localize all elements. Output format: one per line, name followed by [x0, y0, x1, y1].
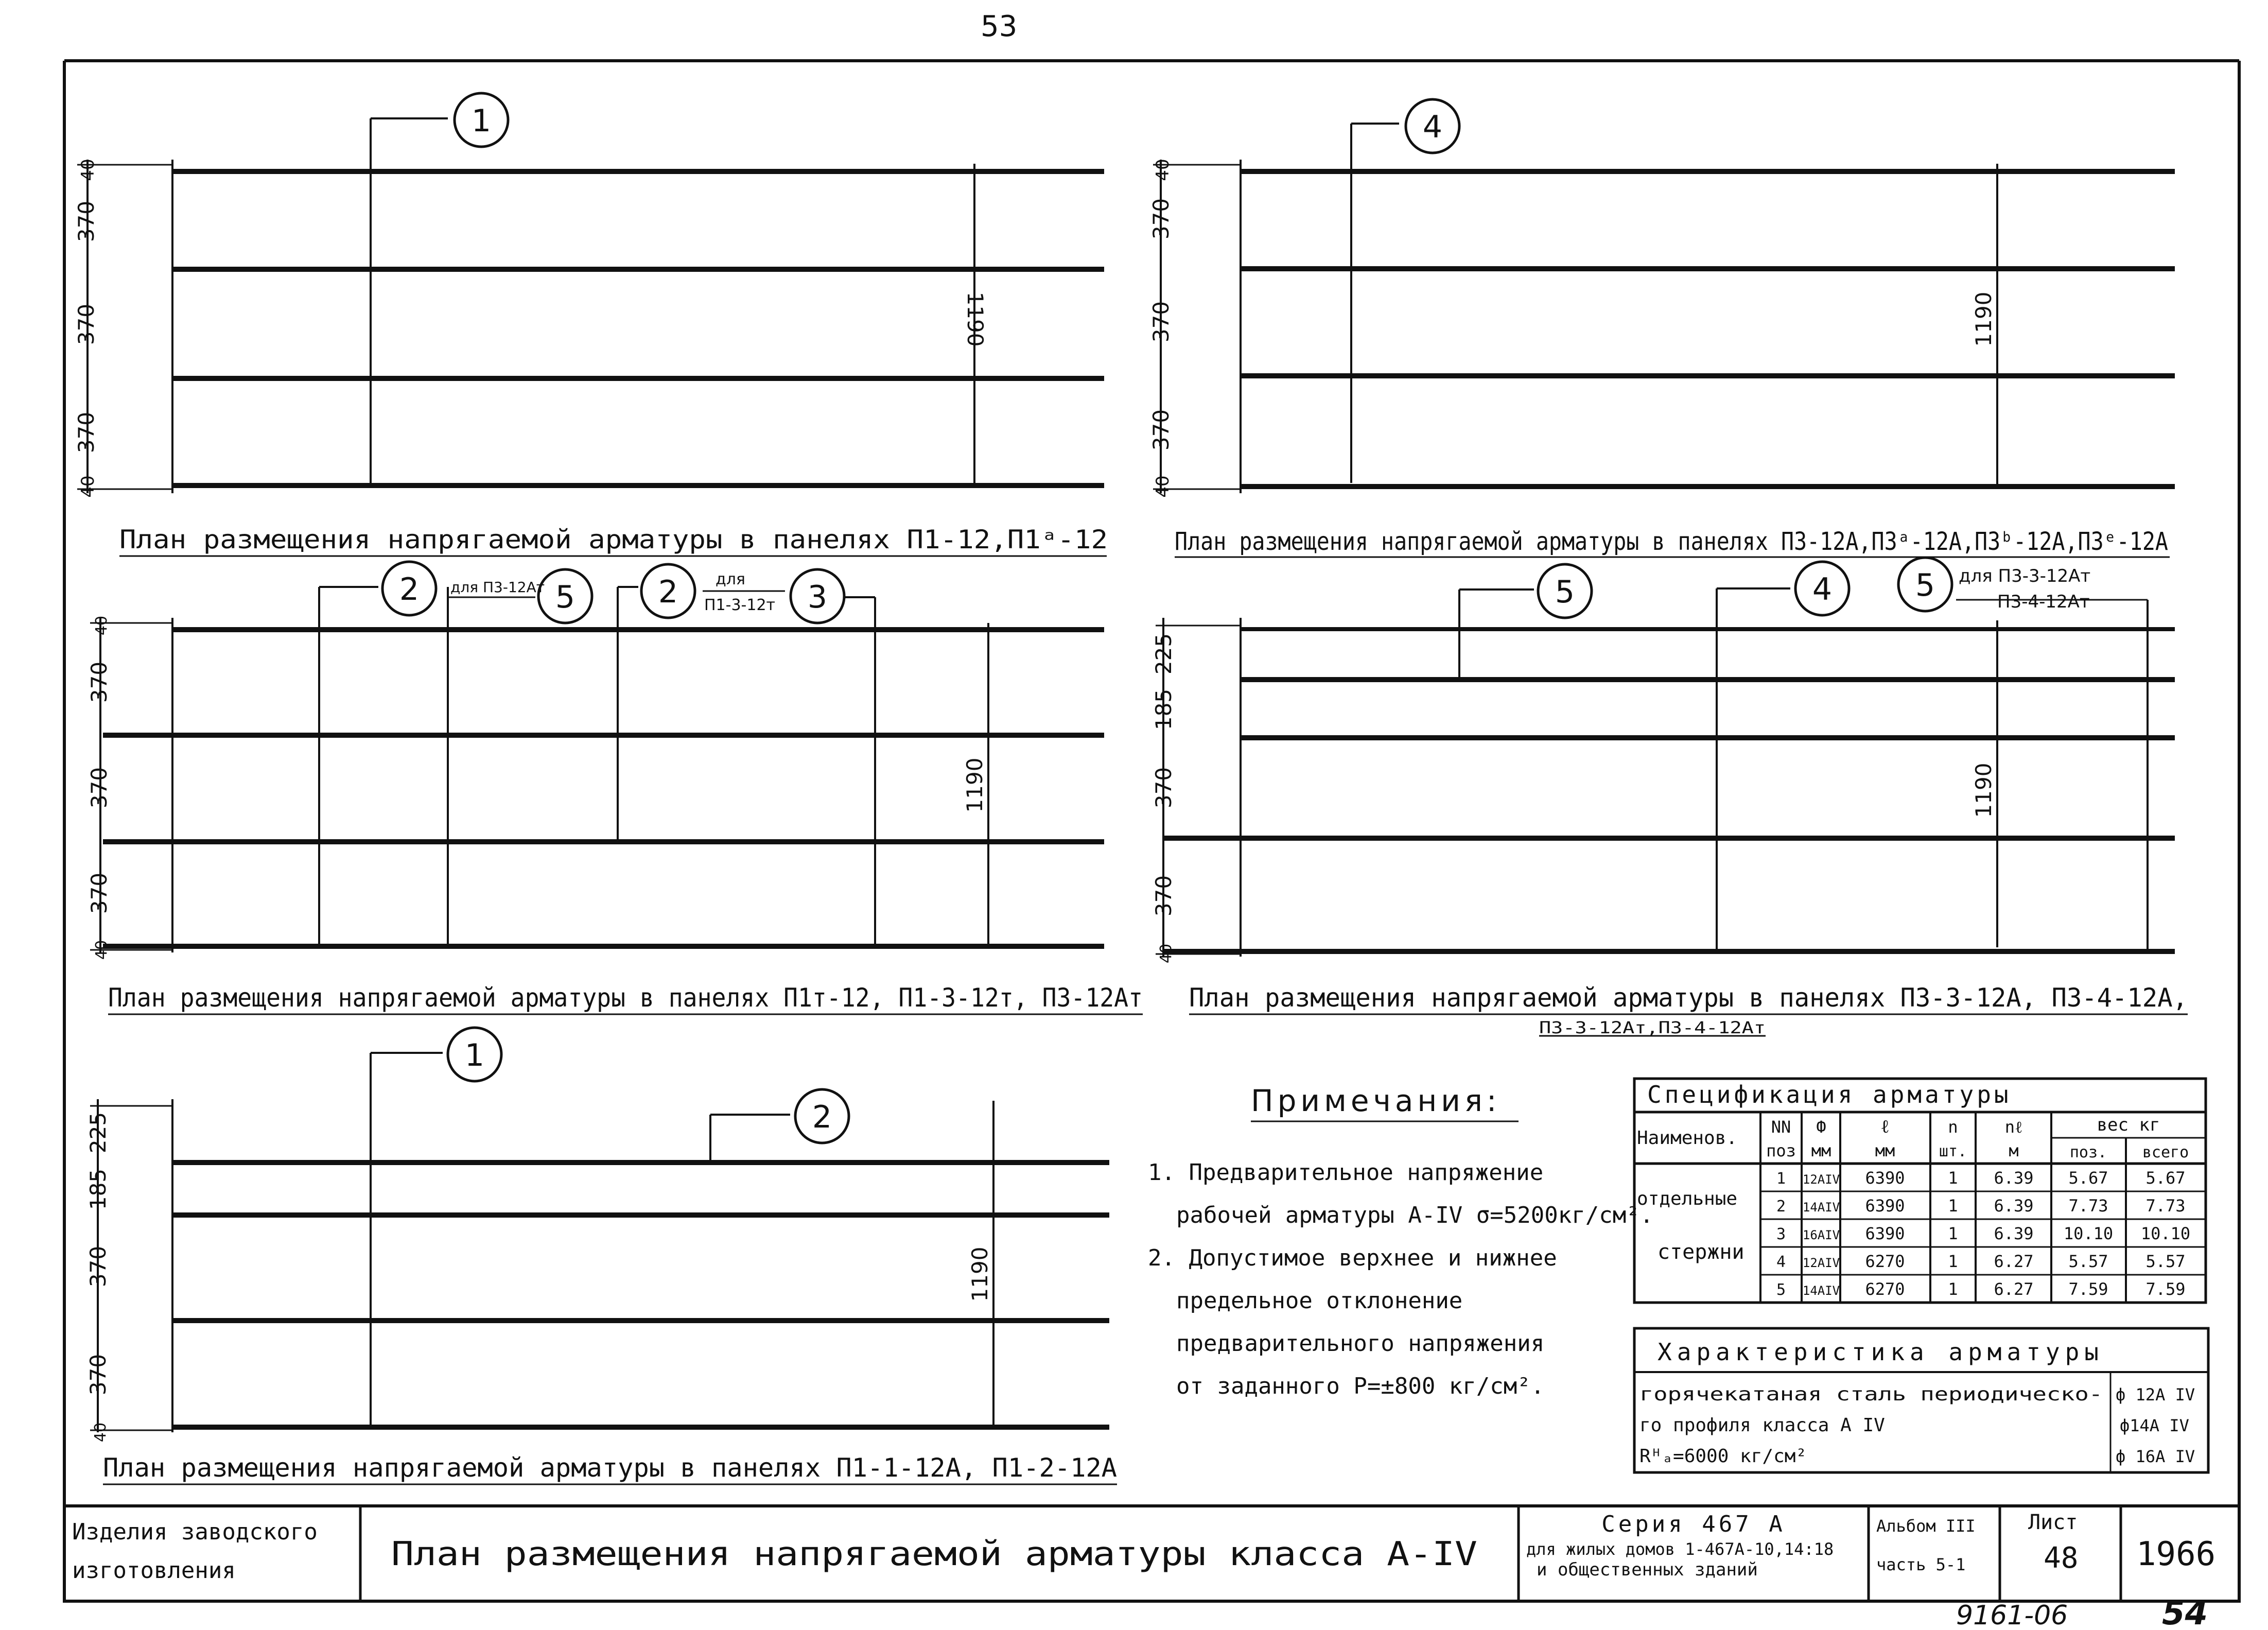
total-dimension-label: 1190	[1971, 762, 1996, 818]
dimension-label: 370	[74, 411, 99, 454]
spec-header-count-unit: шт.	[1939, 1142, 1967, 1160]
dimension-label: 370	[1148, 198, 1174, 240]
position-marker-number: 5	[1915, 567, 1935, 603]
series-line: и общественных зданий	[1537, 1559, 1758, 1580]
dimension-label: 185	[85, 1168, 111, 1210]
table-cell: 16АIV	[1802, 1228, 1840, 1242]
spec-header-weight: вес кг	[2097, 1115, 2160, 1135]
table-cell: 3	[1776, 1225, 1786, 1243]
series-line: для жилых домов 1-467А-10,14:18	[1526, 1539, 1834, 1559]
marker-note: для П3-3-12Ат	[1959, 566, 2091, 586]
table-cell: 6390	[1865, 1168, 1905, 1188]
spec-header-length: ℓ	[1880, 1116, 1890, 1137]
drawing-title: План размещения напрягаемой арматуры класса А-IV	[391, 1535, 1477, 1573]
notes-block	[1148, 1083, 1653, 1399]
table-cell: 7.59	[2068, 1279, 2108, 1299]
table-cell: 5	[1776, 1281, 1786, 1299]
table-cell: 5.67	[2068, 1168, 2108, 1188]
panel-caption: План размещения напрягаемой арматуры в панелях П3-3-12А, П3-4-12А,	[1189, 983, 2188, 1013]
spec-group-label: стержни	[1658, 1240, 1744, 1264]
table-cell: 1	[1948, 1196, 1958, 1216]
table-cell: 1	[1948, 1252, 1958, 1271]
spec-header-name: Наименов.	[1637, 1128, 1738, 1149]
panel-2-plan	[1148, 99, 2175, 557]
table-cell: 14АIV	[1802, 1284, 1840, 1298]
spec-header-weight-pos: поз.	[2069, 1143, 2107, 1161]
table-cell: 14АIV	[1802, 1200, 1840, 1215]
spec-header-length-unit: мм	[1875, 1141, 1895, 1160]
dimension-label: 225	[85, 1112, 111, 1154]
panel-caption-second-line: П3-3-12Ат,П3-4-12Ат	[1539, 1018, 1766, 1037]
table-cell: 6270	[1865, 1279, 1905, 1299]
notes-title: Примечания:	[1251, 1083, 1501, 1118]
dimension-label: 370	[85, 1354, 111, 1396]
dimension-label: 40	[78, 475, 98, 498]
spec-header-weight-total: всего	[2142, 1143, 2189, 1161]
dimension-label: 370	[1148, 409, 1174, 451]
position-marker-number: 5	[555, 579, 575, 615]
spec-header-total-length: nℓ	[2004, 1117, 2023, 1137]
note-line: 2. Допустимое верхнее и нижнее	[1148, 1245, 1557, 1271]
table-cell: 2	[1776, 1198, 1786, 1216]
table-cell: 5.57	[2145, 1252, 2186, 1271]
total-dimension-label: 1190	[967, 1246, 992, 1302]
dimension-label: 40	[92, 1422, 110, 1443]
table-cell: 6.27	[1994, 1279, 2034, 1299]
marker-note: П3-4-12Ат	[1997, 592, 2090, 612]
char-title: Характеристика арматуры	[1658, 1338, 2104, 1366]
dimension-label: 40	[93, 940, 111, 960]
position-marker-number: 2	[399, 571, 420, 608]
dimension-label: 370	[86, 767, 112, 809]
table-cell: 7.73	[2145, 1196, 2186, 1216]
table-cell: 7.73	[2068, 1196, 2108, 1216]
dimension-label: 370	[1151, 767, 1176, 809]
marker-note: П1-3-12т	[704, 596, 776, 614]
panel-caption: План размещения напрягаемой арматуры в панелях П1т-12, П1-3-12т, П3-12Ат	[108, 983, 1143, 1013]
dimension-label: 40	[93, 615, 111, 636]
position-marker-number: 2	[658, 574, 678, 610]
table-cell: 1	[1948, 1279, 1958, 1299]
album-part: часть 5-1	[1876, 1555, 1966, 1574]
title-block	[64, 1506, 2239, 1601]
spec-header-pos: NN	[1771, 1117, 1791, 1137]
panel-5-plan	[85, 1028, 1117, 1484]
table-cell: 10.10	[2063, 1224, 2114, 1243]
sheet-label: Лист	[2028, 1511, 2078, 1534]
spec-header-pos-unit: поз	[1766, 1141, 1796, 1160]
characteristic-table	[1634, 1328, 2208, 1472]
table-cell: 1	[1776, 1170, 1786, 1188]
char-line: горячекатаная сталь периодическо-	[1639, 1384, 2103, 1405]
panel-4-plan	[1151, 558, 2188, 1037]
dimension-label: 370	[86, 872, 112, 914]
album-label: Альбом III	[1876, 1516, 1976, 1536]
dimension-label: 185	[1151, 688, 1176, 731]
spec-header-total-length-unit: м	[2009, 1141, 2019, 1160]
sheet-frame	[64, 61, 2239, 1601]
marker-note: для П3-12Ат	[450, 579, 545, 596]
note-line: предварительного напряжения	[1176, 1330, 1545, 1357]
marker-note: для	[716, 570, 745, 588]
position-marker-number: 4	[1812, 571, 1833, 608]
panel-caption: План размещения напрягаемой арматуры в панелях П1-1-12А, П1-2-12А	[103, 1453, 1117, 1483]
dimension-label: 370	[74, 303, 99, 345]
char-line: Rᴴₐ=6000 кг/см²	[1639, 1446, 1807, 1467]
spec-rows	[1776, 1168, 2190, 1299]
table-cell: 6.39	[1994, 1168, 2034, 1188]
table-cell: 6390	[1865, 1196, 1905, 1216]
position-marker-number: 1	[471, 103, 492, 139]
dimension-label: 40	[1157, 943, 1175, 964]
table-cell: 5.57	[2068, 1252, 2108, 1271]
table-cell: 12АIV	[1802, 1172, 1840, 1187]
table-cell: 4	[1776, 1253, 1786, 1271]
dimension-label: 370	[1151, 875, 1176, 917]
table-cell: 6.39	[1994, 1224, 2034, 1243]
note-line: от заданного Р=±800 кг/см².	[1176, 1373, 1545, 1399]
position-marker-number: 3	[807, 579, 828, 615]
note-line: рабочей арматуры А-IV σ=5200кг/см².	[1176, 1202, 1654, 1228]
table-cell: 1	[1948, 1168, 1958, 1188]
total-dimension-label: 1190	[963, 291, 988, 347]
total-dimension-label: 1190	[962, 757, 987, 813]
panel-caption: План размещения напрягаемой арматуры в панелях П1-12,П1ᵃ-12	[119, 525, 1108, 554]
title-left-line: изготовления	[72, 1557, 236, 1584]
series-line: Серия 467 А	[1601, 1511, 1786, 1537]
year: 1966	[2136, 1535, 2216, 1573]
spec-header-dia: Ф	[1816, 1117, 1826, 1137]
title-left-line: Изделия заводского	[72, 1519, 318, 1545]
dimension-label: 225	[1151, 633, 1176, 675]
dimension-label: 370	[74, 200, 99, 242]
spec-title: Спецификация арматуры	[1647, 1081, 2012, 1108]
char-size: ф14А IV	[2120, 1416, 2189, 1435]
position-marker-number: 5	[1555, 574, 1575, 610]
table-cell: 6390	[1865, 1224, 1905, 1243]
position-marker-number: 1	[464, 1037, 485, 1073]
dimension-label: 40	[1153, 475, 1173, 498]
table-cell: 6.39	[1994, 1196, 2034, 1216]
note-line: 1. Предварительное напряжение	[1148, 1159, 1544, 1186]
archive-stamp: 9161-06	[1956, 1600, 2068, 1630]
position-marker-number: 4	[1422, 109, 1443, 145]
char-size: ф 16А IV	[2116, 1447, 2195, 1466]
dimension-label: 370	[86, 661, 112, 703]
position-marker-number: 2	[812, 1099, 832, 1135]
table-cell: 6270	[1865, 1252, 1905, 1271]
specification-table	[1634, 1079, 2206, 1303]
note-line: предельное отклонение	[1176, 1288, 1463, 1314]
spec-group-label: отдельные	[1637, 1188, 1738, 1209]
dimension-label: 40	[1153, 159, 1173, 181]
sheet-number: 48	[2044, 1541, 2079, 1575]
table-cell: 5.67	[2145, 1168, 2186, 1188]
spec-header-count: n	[1948, 1117, 1958, 1137]
spec-header-dia-unit: мм	[1811, 1141, 1831, 1160]
dimension-label: 370	[1148, 301, 1174, 343]
char-size: ф 12А IV	[2116, 1385, 2195, 1404]
dimension-label: 40	[78, 159, 98, 181]
table-cell: 1	[1948, 1224, 1958, 1243]
table-cell: 12АIV	[1802, 1256, 1840, 1270]
dimension-label: 370	[85, 1245, 111, 1288]
page-number-top: 53	[981, 10, 1018, 43]
page-number-bottom: 54	[2162, 1594, 2208, 1630]
char-line: го профиля класса А IV	[1639, 1415, 1885, 1436]
table-cell: 6.27	[1994, 1252, 2034, 1271]
total-dimension-label: 1190	[1971, 291, 1996, 347]
table-cell: 7.59	[2145, 1279, 2186, 1299]
panel-3-plan	[86, 562, 1143, 1014]
panel-1-plan	[74, 93, 1108, 556]
table-cell: 10.10	[2140, 1224, 2191, 1243]
panel-caption: План размещения напрягаемой арматуры в панелях П3-12А,П3ᵃ-12А,П3ᵇ-12А,П3ᵉ-12А	[1175, 527, 2169, 556]
